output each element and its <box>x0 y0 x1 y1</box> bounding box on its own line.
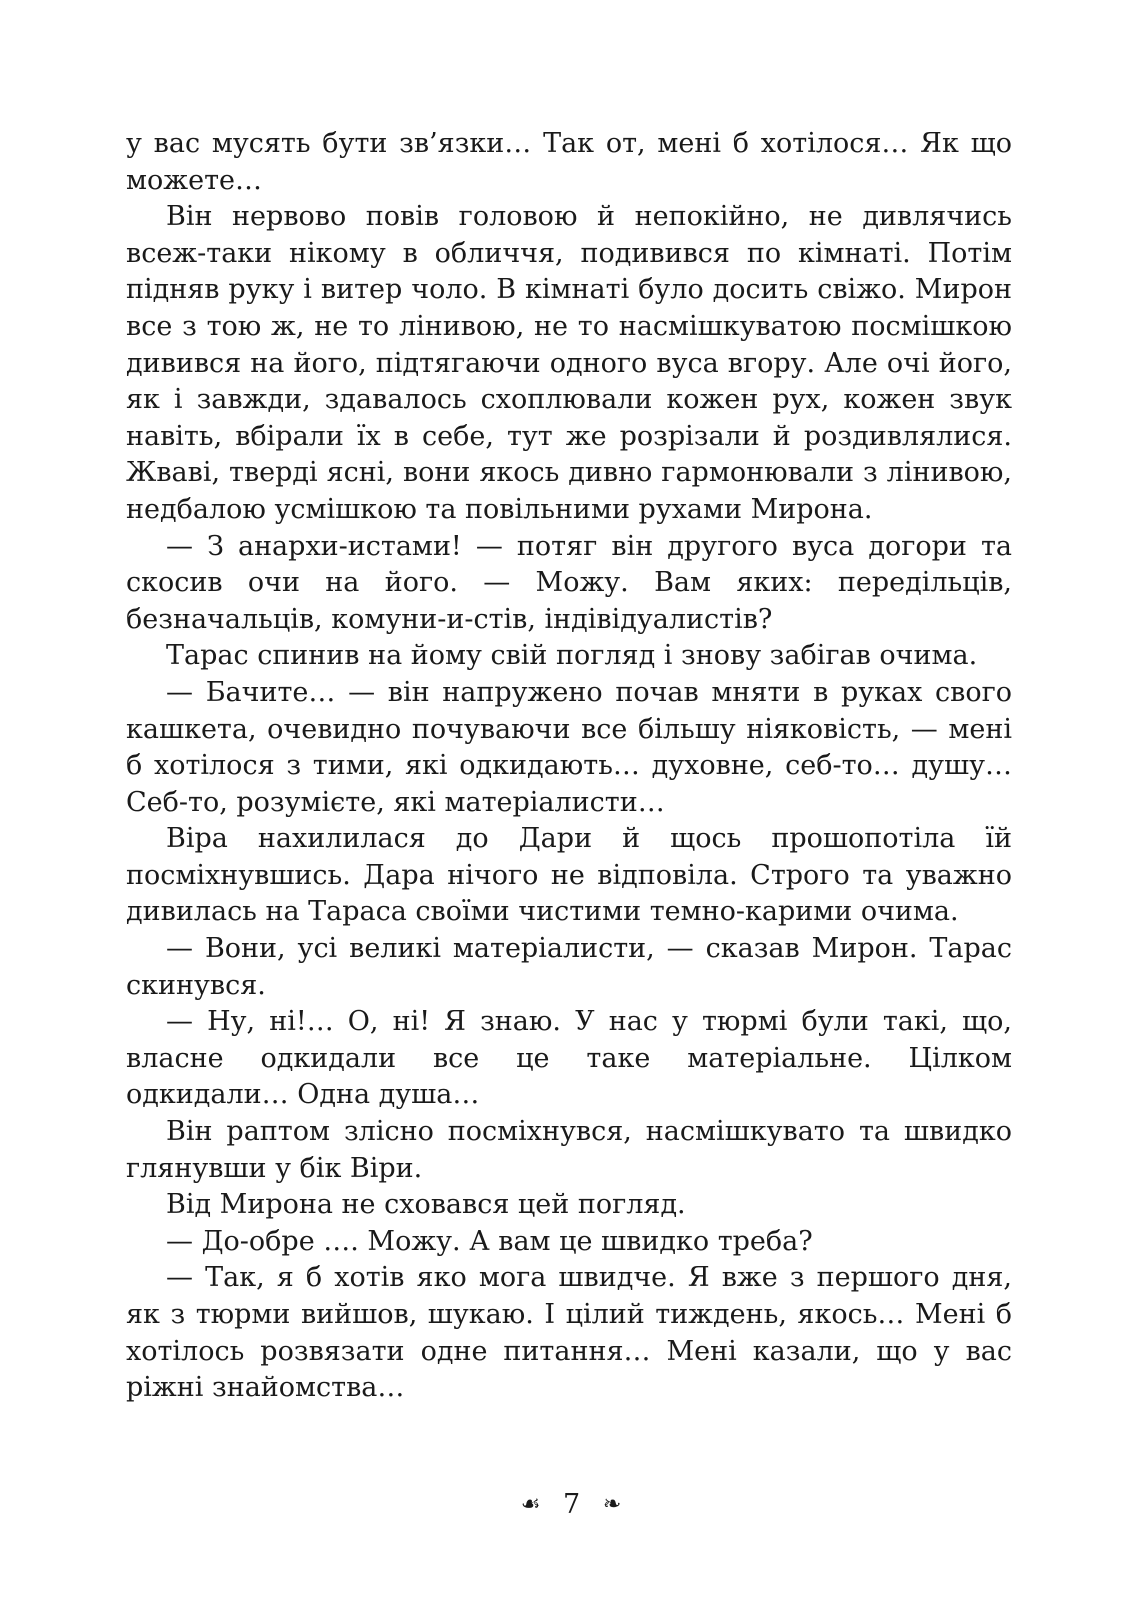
ornament-right-icon: ❧ <box>602 1492 622 1517</box>
paragraph-6: Віра нахилилася до Дари й щось прошопотіла їй посміхнувшись. Дара нічого не відповіла. Строго та уважно дивилась на Тараса своїми чистими темно-карими очима. <box>126 823 1012 928</box>
paragraph-9: Він раптом злісно посміхнувся, насмішкувато та швидко глянувши у бік Віри. <box>126 1116 1012 1184</box>
paragraph-11: — До-обре …. Можу. А вам це швидко треба? <box>166 1225 813 1257</box>
paragraph-7: — Вони, усі великі матеріалисти, — сказав Мирон. Тарас скинувся. <box>126 933 1012 1001</box>
paragraph-1: у вас мусять бути зв’язки… Так от, мені б хотілося… Як що можете… <box>126 128 1012 196</box>
page-footer <box>0 1488 1142 1520</box>
page-body <box>126 126 1012 1407</box>
paragraph-8: — Ну, ні!… О, ні! Я знаю. У нас у тюрмі були такі, що, власне одкидали все це таке матеріальне. Цілком одкидали… Одна душа… <box>126 1006 1012 1111</box>
paragraph-12: — Так, я б хотів яко мога швидче. Я вже з першого дня, як з тюрми вийшов, шукаю. І цілий тиждень, якось… Мені б хотілось розвязати одне питання… Мені казали, що у вас ріжні знайомства… <box>126 1262 1012 1404</box>
page-number: 7 <box>563 1489 581 1520</box>
paragraph-10: Від Мирона не сховався цей погляд. <box>166 1189 686 1221</box>
paragraph-4: Тарас спинив на йому свій погляд і знову забігав очима. <box>166 640 978 672</box>
paragraph-3: — З анархи-истами! — потяг він другого вуса догори та скосив очи на його. — Можу. Вам яких: передільців, безначальців, комуни-и-стів, індівідуалистів? <box>126 530 1012 635</box>
ornament-left-icon: ☙ <box>520 1492 541 1517</box>
paragraph-5: — Бачите… — він напружено почав мняти в руках свого кашкета, очевидно почуваючи все більшу ніяковість, — мені б хотілося з тими, які одкидають… духовне, себ-то… душу… Себ-то, розумієте, які матеріалисти… <box>126 676 1012 818</box>
paragraph-2: Він нервово повів головою й непокійно, не дивлячись всеж-таки нікому в обличчя, подивився по кімнаті. Потім підняв руку і витер чоло. В кімнаті було досить свіжо. Мирон все з тою ж, не то лінивою, не то насмішкуватою посмішкою дивився на його, підтягаючи одного вуса вгору. Але очі його, як і завжди, здавалось схоплювали кожен рух, кожен звук навіть, вбірали їх в себе, тут же розрізали й роздивлялися. Жваві, тверді ясні, вони якось дивно гармонювали з лінивою, недбалою усмішкою та повільними рухами Мирона. <box>126 201 1012 525</box>
